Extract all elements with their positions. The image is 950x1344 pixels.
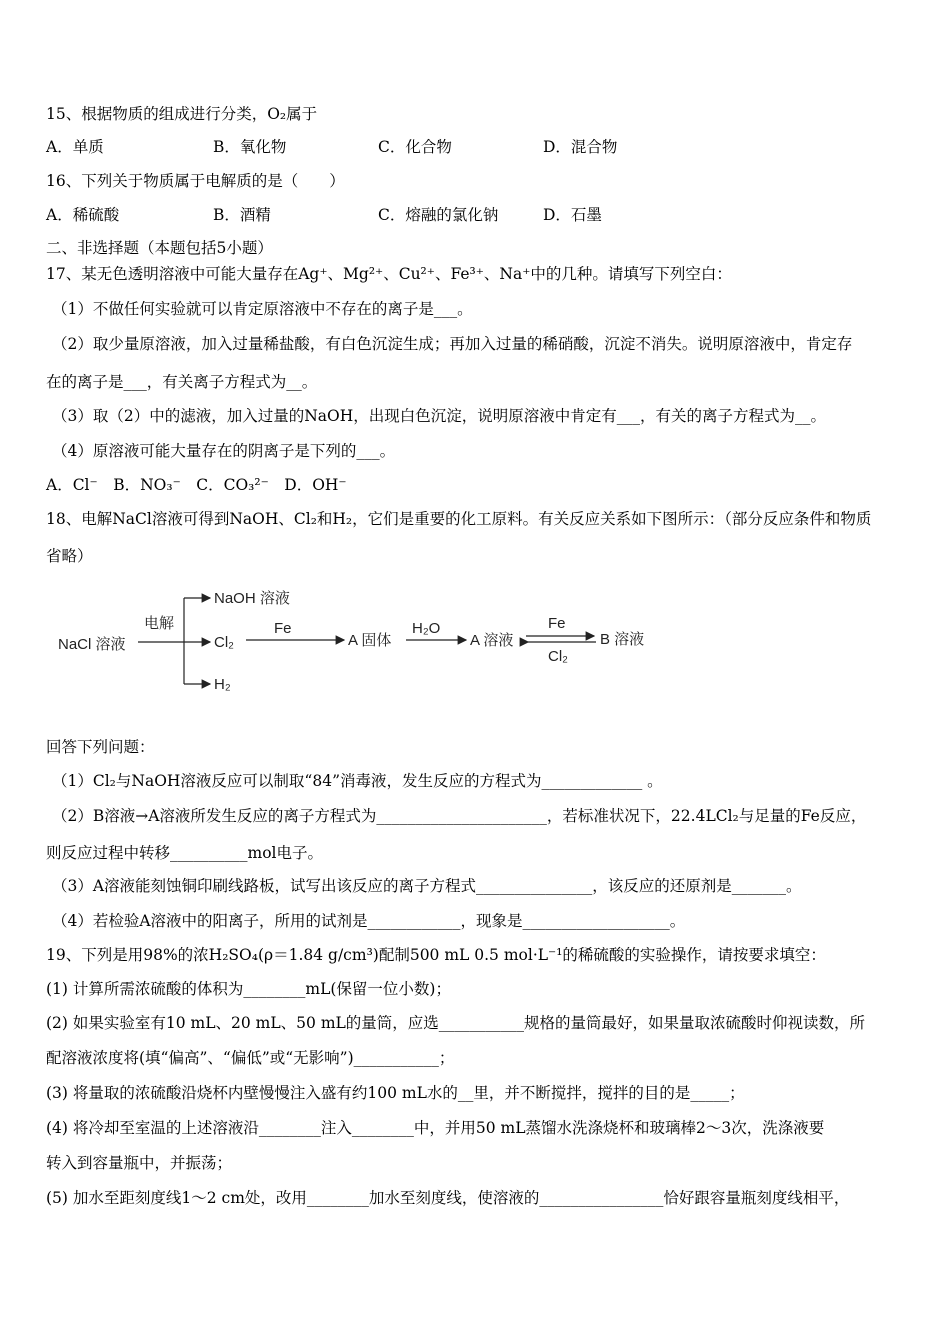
q19-stem: 19、下列是用98%的浓H₂SO₄(ρ＝1.84 g/cm³)配制500 mL 0.5 mol·L⁻¹的稀硫酸的实验操作，请按要求填空： (46, 946, 826, 964)
q18-part-2a: （2）B溶液→A溶液所发生反应的离子方程式为______________________，若标准状况下，22.4LCl₂与足量的Fe反应， (52, 807, 867, 825)
section-heading: 二、非选择题（本题包括5小题） (46, 239, 273, 257)
q18-part-3: （3）A溶液能刻蚀铜印刷线路板，试写出该反应的离子方程式_______________，该反应的还原剂是_______。 (52, 877, 802, 895)
q17-stem: 17、某无色透明溶液中可能大量存在Ag⁺、Mg²⁺、Cu²⁺、Fe³⁺、Na⁺中的几种。请填写下列空白： (46, 265, 732, 283)
q17-part-1: （1）不做任何实验就可以肯定原溶液中不存在的离子是___。 (52, 300, 473, 318)
q15-stem: 15、根据物质的组成进行分类，O₂属于 (46, 105, 318, 123)
q16-option-a: A．稀硫酸 (46, 206, 120, 224)
diagram-h2: H₂ (214, 676, 231, 693)
q18-stem-b: 省略） (46, 547, 93, 565)
diagram-forward-fe-label: Fe (548, 615, 566, 632)
q19-part-3: (3) 将量取的浓硫酸沿烧杯内壁慢慢注入盛有约100 mL水的__里，并不断搅拌，搅拌的目的是_____； (46, 1084, 745, 1102)
q15-option-a: A．单质 (46, 138, 104, 156)
q19-part-4a: (4) 将冷却至室温的上述溶液沿________注入________中，并用50 mL蒸馏水洗涤烧杯和玻璃棒2～3次，洗涤液要 (46, 1119, 825, 1137)
q18-part-1: （1）Cl₂与NaOH溶液反应可以制取“84”消毒液，发生反应的方程式为_____________ 。 (52, 772, 663, 790)
q18-part-2b: 则反应过程中转移__________mol电子。 (46, 844, 323, 862)
q17-part-4: （4）原溶液可能大量存在的阴离子是下列的___。 (52, 442, 396, 460)
q19-part-5: (5) 加水至距刻度线1～2 cm处，改用________加水至刻度线，使溶液的________________恰好跟容量瓶刻度线相平， (46, 1189, 850, 1207)
diagram-solution-b: B 溶液 (600, 631, 645, 648)
q16-stem: 16、下列关于物质属于电解质的是（ ） (46, 172, 345, 190)
q17-part-2b: 在的离子是___，有关离子方程式为__。 (46, 373, 318, 391)
diagram-naoh-solution: NaOH 溶液 (214, 590, 290, 607)
q18-answer-intro: 回答下列问题： (46, 738, 155, 756)
q16-option-d: D．石墨 (543, 206, 602, 224)
q17-part-3: （3）取（2）中的滤液，加入过量的NaOH，出现白色沉淀，说明原溶液中肯定有___，有关的离子方程式为__。 (52, 407, 827, 425)
diagram-back-cl2-label: Cl₂ (548, 648, 568, 665)
q18-stem-a: 18、电解NaCl溶液可得到NaOH、Cl₂和H₂，它们是重要的化工原料。有关反应关系如下图所示：（部分反应条件和物质 (46, 510, 872, 528)
diagram-nacl-solution: NaCl 溶液 (58, 636, 126, 653)
q18-part-4: （4）若检验A溶液中的阳离子，所用的试剂是____________，现象是___________________。 (52, 912, 686, 930)
q15-option-b: B．氧化物 (213, 138, 287, 156)
diagram-h2o-label: H₂O (412, 620, 441, 637)
reaction-diagram (56, 582, 676, 702)
diagram-solid-a: A 固体 (348, 632, 392, 649)
q16-option-b: B．酒精 (213, 206, 271, 224)
diagram-solution-a: A 溶液 (470, 632, 514, 649)
q19-part-1: (1) 计算所需浓硫酸的体积为________mL(保留一位小数)； (46, 980, 451, 998)
diagram-cl2: Cl₂ (214, 634, 234, 651)
q16-option-c: C．熔融的氯化钠 (378, 206, 499, 224)
diagram-fe-label: Fe (274, 620, 292, 637)
q19-part-2b: 配溶液浓度将(填“偏高”、“偏低”或“无影响”)___________； (46, 1049, 455, 1067)
q19-part-4b: 转入到容量瓶中，并振荡； (46, 1154, 233, 1172)
q17-options: A．Cl⁻ B．NO₃⁻ C．CO₃²⁻ D．OH⁻ (46, 476, 347, 494)
q15-option-d: D．混合物 (543, 138, 618, 156)
q17-part-2a: （2）取少量原溶液，加入过量稀盐酸，有白色沉淀生成；再加入过量的稀硝酸，沉淀不消失。说明原溶液中，肯定存 (52, 335, 853, 353)
q15-option-c: C．化合物 (378, 138, 452, 156)
q19-part-2a: (2) 如果实验室有10 mL、20 mL、50 mL的量筒，应选___________规格的量筒最好，如果量取浓硫酸时仰视读数，所 (46, 1014, 866, 1032)
diagram-electrolysis-label: 电解 (144, 615, 175, 632)
